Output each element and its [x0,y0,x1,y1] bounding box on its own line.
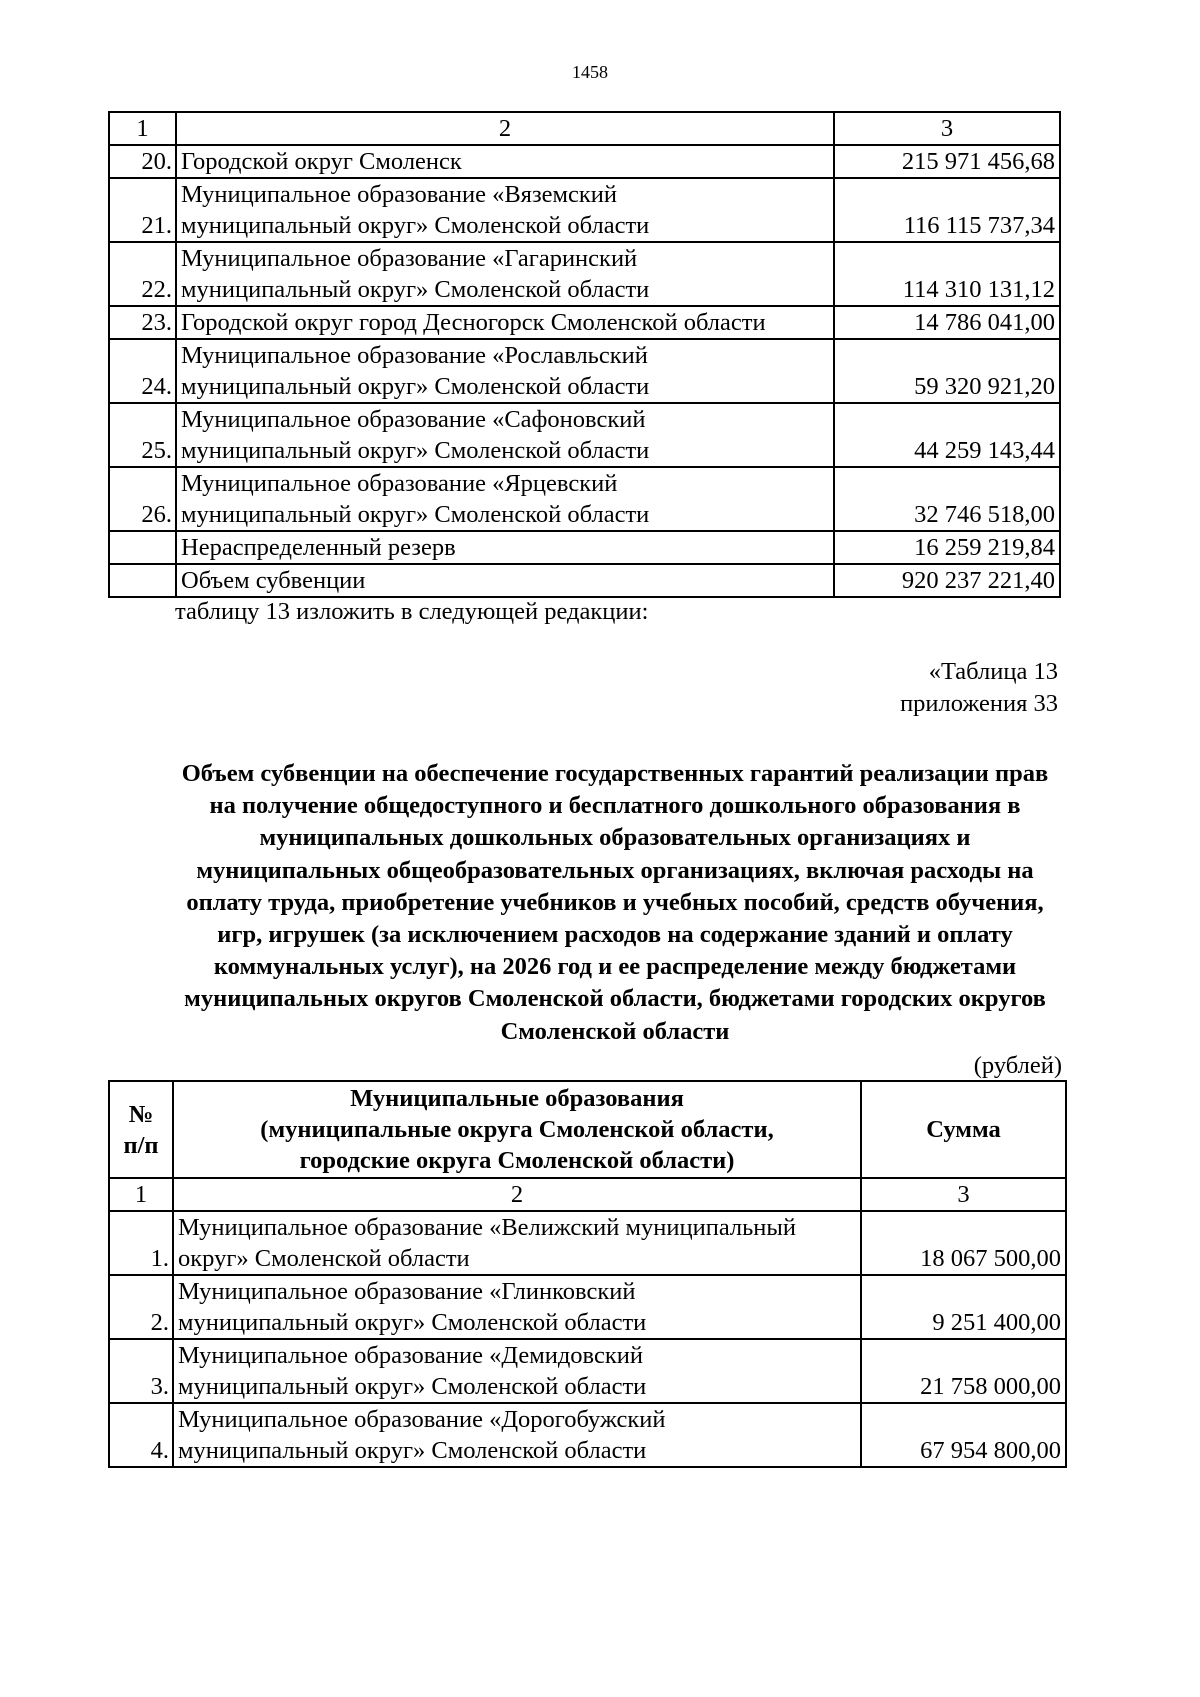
title-line: муниципальных округов Смоленской области, бюджетами городских округов [184,985,1046,1013]
row-name-line: муниципальный округ» Смоленской области [181,373,650,400]
row-sum: 16 259 219,84 [834,531,1060,564]
row-name-line: Муниципальное образование «Гагаринский [181,245,638,272]
title-line: Объем субвенции на обеспечение государственных гарантий реализации прав [181,760,1049,787]
row-name [176,339,834,403]
table-continued [108,111,1061,598]
row-number: 20. [109,145,176,178]
column-number: 2 [176,112,834,145]
row-sum: 14 786 041,00 [834,306,1060,339]
table-row [109,339,1060,403]
row-name-line: муниципальный округ» Смоленской области [178,1373,647,1400]
row-number: 3. [109,1339,173,1403]
row-sum: 9 251 400,00 [861,1275,1066,1339]
table-row [109,1275,1066,1339]
row-name [173,1211,861,1275]
instruction-text: таблицу 13 изложить в следующей редакции: [175,598,649,625]
page-number: 1458 [572,62,608,82]
row-name-line: муниципальный округ» Смоленской области [181,212,650,239]
column-number-row [109,1178,1066,1211]
table-row [109,467,1060,531]
table-row [109,1211,1066,1275]
table-ref-line: «Таблица 13 [928,658,1058,685]
row-name [173,1339,861,1403]
table-row [109,178,1060,242]
row-sum: 18 067 500,00 [861,1211,1066,1275]
column-number: 1 [109,112,176,145]
table-reference [900,656,1058,720]
row-name-line: Муниципальное образование «Демидовский [178,1342,643,1369]
row-name [176,145,834,178]
row-sum: 215 971 456,68 [834,145,1060,178]
title-line: игр, игрушек (за исключением расходов на содержание зданий и оплату [217,921,1013,949]
table-row [109,306,1060,339]
row-sum: 21 758 000,00 [861,1339,1066,1403]
row-name-line: Объем субвенции [181,567,366,594]
row-name-line: муниципальный округ» Смоленской области [181,501,650,528]
row-number: 24. [109,339,176,403]
row-name-line: муниципальный округ» Смоленской области [181,276,650,303]
table-row [109,531,1060,564]
title-line: на получение общедоступного и бесплатного дошкольного образования в [209,792,1021,820]
row-name-line: муниципальный округ» Смоленской области [181,437,650,464]
column-number-row [109,112,1060,145]
row-name-line: Муниципальное образование «Велижский муниципальный [178,1214,796,1241]
header-num: № п/п [109,1081,173,1178]
title-line: Смоленской области [500,1017,730,1045]
document-title [100,758,1130,1048]
row-sum: 67 954 800,00 [861,1403,1066,1467]
row-number: 4. [109,1403,173,1467]
column-number: 2 [173,1178,861,1211]
row-sum: 32 746 518,00 [834,467,1060,531]
title-line: муниципальных общеобразовательных организациях, включая расходы на [196,856,1034,884]
row-number: 1. [109,1211,173,1275]
row-name-line: Городской округ Смоленск [181,148,462,175]
row-name [173,1403,861,1467]
row-sum: 920 237 221,40 [834,564,1060,597]
row-number [109,531,176,564]
column-number: 3 [861,1178,1066,1211]
table-13 [108,1080,1067,1468]
row-name-line: Нераспределенный резерв [181,534,456,561]
header-sum: Сумма [861,1081,1066,1178]
row-name-line: Муниципальное образование «Ярцевский [181,470,618,497]
title-line: коммунальных услуг), на 2026 год и ее распределение между бюджетами [213,953,1017,981]
row-number: 25. [109,403,176,467]
row-name-line: Муниципальное образование «Рославльский [181,342,648,369]
row-name [176,242,834,306]
row-number: 22. [109,242,176,306]
row-sum: 59 320 921,20 [834,339,1060,403]
row-sum: 114 310 131,12 [834,242,1060,306]
row-number: 23. [109,306,176,339]
row-name [176,306,834,339]
title-line: муниципальных дошкольных образовательных организациях и [259,824,971,852]
row-sum: 116 115 737,34 [834,178,1060,242]
title-line: оплату труда, приобретение учебников и учебных пособий, средств обучения, [186,888,1044,916]
row-name [176,564,834,597]
row-name-line: Муниципальное образование «Дорогобужский [178,1406,666,1433]
row-name-line: Муниципальное образование «Сафоновский [181,406,646,433]
row-name-line: округ» Смоленской области [178,1245,470,1272]
row-name-line: муниципальный округ» Смоленской области [178,1437,647,1464]
table-row [109,564,1060,597]
row-name-line: Муниципальное образование «Вяземский [181,181,618,208]
row-name [176,531,834,564]
table-row [109,145,1060,178]
table-row [109,403,1060,467]
row-name-line: муниципальный округ» Смоленской области [178,1309,647,1336]
column-number: 3 [834,112,1060,145]
row-sum: 44 259 143,44 [834,403,1060,467]
row-name [176,467,834,531]
row-number [109,564,176,597]
header-name: Муниципальные образования (муниципальные округа Смоленской области, городские округа Смоленской области) [173,1081,861,1178]
table-row [109,1339,1066,1403]
row-number: 26. [109,467,176,531]
table-row [109,242,1060,306]
table-ref-line: приложения 33 [900,690,1058,717]
row-name [173,1275,861,1339]
table-row [109,1403,1066,1467]
row-name-line: Городской округ город Десногорск Смоленской области [181,309,766,336]
row-name [176,403,834,467]
row-number: 2. [109,1275,173,1339]
column-number: 1 [109,1178,173,1211]
header-row [109,1081,1066,1178]
row-name [176,178,834,242]
row-name-line: Муниципальное образование «Глинковский [178,1278,636,1305]
row-number: 21. [109,178,176,242]
units-label: (рублей) [973,1052,1062,1079]
